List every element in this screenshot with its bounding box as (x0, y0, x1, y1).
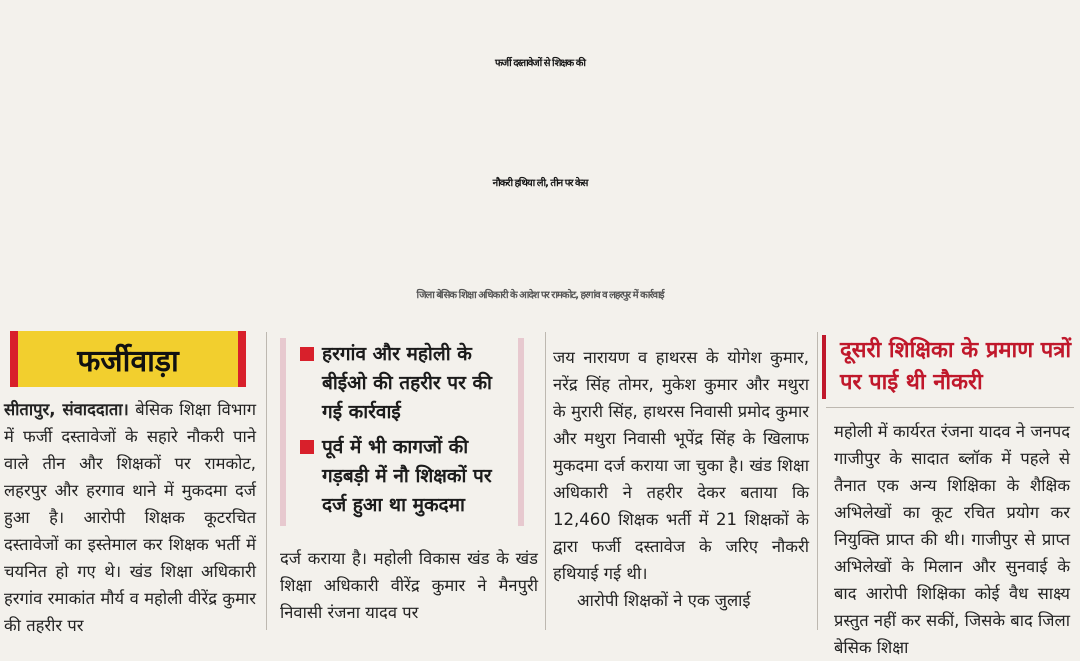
bullet-square-icon (300, 347, 314, 361)
column-divider (266, 332, 267, 630)
column-1-paragraph (4, 396, 256, 639)
column-3-paragraph-1: जय नारायण व हाथरस के योगेश कुमार, नरेंद्र सिंह तोमर, मुकेश कुमार और मथुरा के मुरारी सिंह, हाथरस निवासी प्रमोद कुमार और मथुरा निवासी भूपेंद्र सिंह के खिलाफ मुकदमा दर्ज कराया जा चुका है। खंड शिक्षा अधिकारी ने तहरीर देकर बताया कि 12,460 शिक्षक भर्ती में 21 शिक्षकों के द्वारा फर्जी दस्तावेज के जरिए नौकरी हथियाई गई थी। (553, 348, 809, 583)
sidebar-text: महोली में कार्यरत रंजना यादव ने जनपद गाजीपुर के सादात ब्लॉक में पहले से तैनात एक अन्य शिक्षिका के शैक्षिक अभिलेखों का कूट रचित प्रयोग कर नियुक्ति प्राप्त की थी। गाजीपुर से प्राप्त अभिलेखों के मिलान और सुनवाई के बाद आरोपी शिक्षिका कोई वैध साक्ष्य प्रस्तुत नहीं कर सकीं, जिसके बाद जिला बेसिक शिक्षा (834, 422, 1070, 657)
column-divider (817, 332, 818, 630)
kicker-label-box (10, 331, 246, 387)
article-column-1 (4, 396, 256, 639)
highlights-box (280, 338, 524, 526)
bullet-square-icon (300, 440, 314, 454)
highlight-text: पूर्व में भी कागजों की गड़बड़ी में नौ शिक्षकों पर दर्ज हुआ था मुकदमा (322, 436, 492, 516)
column-1-text: बेसिक शिक्षा विभाग में फर्जी दस्तावेजों के सहारे नौकरी पाने वाले तीन और शिक्षकों पर रामकोट, लहरपुर और हरगाव थाने में मुकदमा दर्ज हुआ है। आरोपी शिक्षक कूटरचित दस्तावेजों का इस्तेमाल कर शिक्षक भर्ती में चयनित हो गए थे। खंड शिक्षा अधिकारी हरगांव रमाकांत मौर्य व महोली वीरेंद्र कुमार की तहरीर पर (4, 400, 256, 635)
sidebar-rule (826, 407, 1074, 408)
sidebar-title: दूसरी शिक्षिका के प्रमाण पत्रों पर पाई थी नौकरी (822, 335, 1074, 399)
article-column-3 (553, 344, 809, 614)
article-column-2 (280, 545, 538, 626)
subheadline: जिला बेसिक शिक्षा अधिकारी के आदेश पर रामकोट, हरगांव व लहरपुर में कार्रवाई (416, 290, 664, 301)
column-divider (545, 332, 546, 630)
highlight-item (300, 340, 510, 427)
highlight-item (300, 433, 510, 520)
headline-line-2: नौकरी हथिया ली, तीन पर केस (492, 178, 588, 189)
kicker-label: फर्जीवाड़ा (77, 343, 179, 379)
dateline: सीतापुर, संवाददाता। (4, 400, 129, 419)
column-3-paragraph-2: आरोपी शिक्षकों ने एक जुलाई (577, 591, 751, 610)
column-2-text: दर्ज कराया है। महोली विकास खंड के खंड शिक्षा अधिकारी वीरेंद्र कुमार ने मैनपुरी निवासी रंजना यादव पर (280, 549, 538, 622)
headline-line-1: फर्जी दस्तावेजों से शिक्षक की (495, 58, 585, 69)
highlight-text: हरगांव और महोली के बीईओ की तहरीर पर की गई कार्रवाई (322, 343, 492, 423)
sidebar-article (834, 418, 1070, 661)
